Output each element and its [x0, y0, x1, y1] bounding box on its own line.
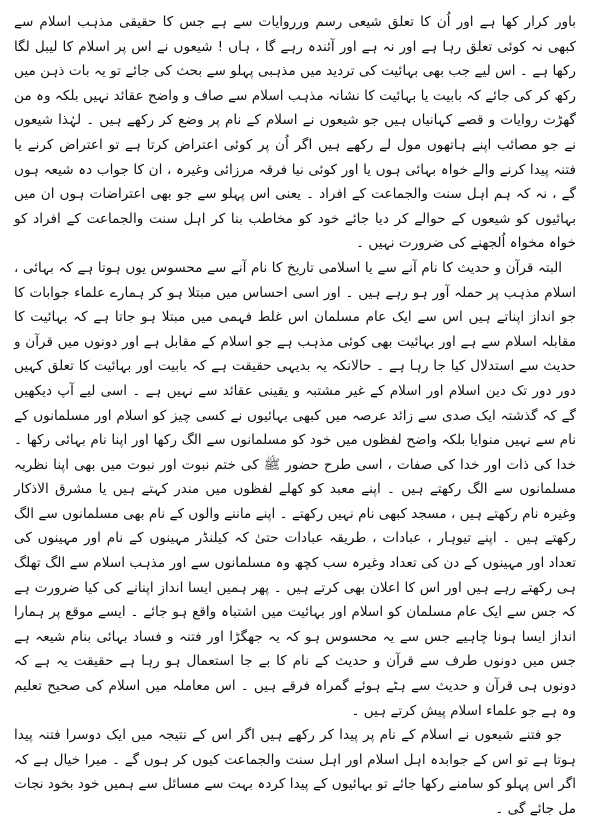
- paragraph-2: البتہ قرآن و حدیث کا نام آنے سے یا اسلامی تاریخ کا نام آنے سے محسوس یوں ہوتا ہے کہ بہائی ، اسلام مذہب پر حملہ آور ہو رہے ہیں ۔ اور اسی احساس میں مبتلا ہو کر ہمارے علماء جوابات کا جو انداز اپناتے ہیں اس سے ایک عام مسلمان اس غلط فہمی میں مبتلا ہو جاتا ہے کہ بہائیت کا مقابلہ اسلام سے ہے اور بہائیت بھی کوئی مذہب ہے جو اسلام کے مقابل ہے اور دونوں میں قرآن و حدیث سے استدلال کیا جا رہا ہے ۔ حالانکہ یہ بدیہی حقیقت ہے کہ بابیت اور بہائیت کا تعلق کہیں دور دور تک دین اسلام اور اسلام کے غیر مشتبہ و یقینی عقائد سے نہیں ہے ۔ اسی لیے آپ دیکھیں گے کہ گذشتہ ایک صدی سے زائد عرصہ میں کبھی بہائیوں نے کسی چیز کو اسلام اور مسلمانوں کے نام سے نہیں منوایا بلکہ واضح لفظوں میں خود کو مسلمانوں سے الگ رکھا اور اپنا نام بہائی رکھا ۔ خدا کی ذات اور خدا کی صفات ، اسی طرح حضور ﷺ کی ختم نبوت اور نبوت میں بھی اپنا نظریہ مسلمانوں سے الگ رکھتے ہیں ۔ اپنے معبد کو کھلے لفظوں میں مندر کہتے ہیں یا مشرق الاذکار وغیرہ نام رکھتے ہیں ، مسجد کبھی نام نہیں رکھتے ۔ اپنے ماننے والوں کے نام بھی مسلمانوں سے الگ رکھتے ہیں ۔ اپنے تیوہار ، عبادات ، طریقہ عبادات حتیٰ کہ کیلنڈر مہینوں کے نام اور مہینوں کی تعداد اور مہینوں کے دن کی تعداد وغیرہ سب کچھ وہ مسلمانوں سے اور مذہب اسلام سے الگ تھلگ ہی رکھتے رہے ہیں اور اس کا اعلان بھی کرتے ہیں ۔ پھر ہمیں ایسا انداز اپنانے کی کیا ضرورت ہے کہ جس سے ایک عام مسلمان کو اسلام اور بہائیت میں اشتباہ واقع ہو جائے ۔ ایسے موقع پر ہمارا انداز ایسا ہونا چاہیے جس سے یہ محسوس ہو کہ یہ جھگڑا اور فتنہ و فساد بہائی بنام شیعہ ہے جس میں دونوں طرف سے قرآن و حدیث کے نام کا بے جا استعمال ہو رہا ہے حقیقت یہ ہے کہ دونوں ہی قرآن و حدیث سے ہٹے ہوئے گمراہ فرقے ہیں ۔ اس معاملہ میں اسلام کی صحیح تعلیم وہ ہے جو علماء اسلام پیش کرتے ہیں ۔: [14, 259, 576, 719]
- paragraph-1: باور کرار کھا ہے اور اُن کا تعلق شیعی رسم ورروایات سے ہے جس کا حقیقی مذہب اسلام سے کبھی نہ کوئی تعلق رہا ہے اور نہ ہے اور آئندہ رہے گا ، ہاں ! شیعوں نے اس پر اسلام کا لیبل لگا رکھا ہے ۔ اس لیے جب بھی بہائیت کی تردید میں مذہبی پہلو سے بحث کی جائے تو یہ بات ذہن میں رکھ کر کی جائے کہ بابیت یا بہائیت کا نشانہ مذہب اسلام سے صاف و واضح عقائد نہیں بلکہ وہ من گھڑت روایات و قصے کہانیاں ہیں جو شیعوں نے اسلام کے نام پر وضع کر رکھے ہیں ۔ لہٰذا شیعوں نے جو مصائب اپنے ہاتھوں مول لے رکھے ہیں اگر اُن پر کوئی اعتراض کرتا ہے تو اعتراض کرنے یا فتنہ پیدا کرنے والے خواہ بہائی ہوں یا اور کوئی نیا فرقہ مرزائی وغیرہ ، ان کا جواب دہ شیعہ ہوں گے ، نہ کہ ہم اہل سنت والجماعت کے افراد ۔ یعنی اس پہلو سے جو بھی اعتراضات ہوں ان میں بہائیوں کو شیعوں کے حوالے کر دیا جائے خود کو مخاطب بنا کر اہل سنت والجماعت کے افراد کو خواہ مخواہ اُلجھنے کی ضرورت نہیں ۔: [14, 14, 576, 252]
- paragraph-3: جو فتنے شیعوں نے اسلام کے نام پر پیدا کر رکھے ہیں اگر اس کے نتیجہ میں ایک دوسرا فتنہ پیدا ہوتا ہے تو اس کے جوابدہ اہل اسلام اور اہل سنت والجماعت کیوں کر ہوں گے ۔ میرا خیال ہے کہ اگر اس پہلو کو سامنے رکھا جائے تو بہائیوں کے پیدا کردہ بہت سے مسائل سے ہمیں خود بخود نجات مل جائے گی ۔: [14, 727, 576, 817]
- article-body: [14, 10, 576, 822]
